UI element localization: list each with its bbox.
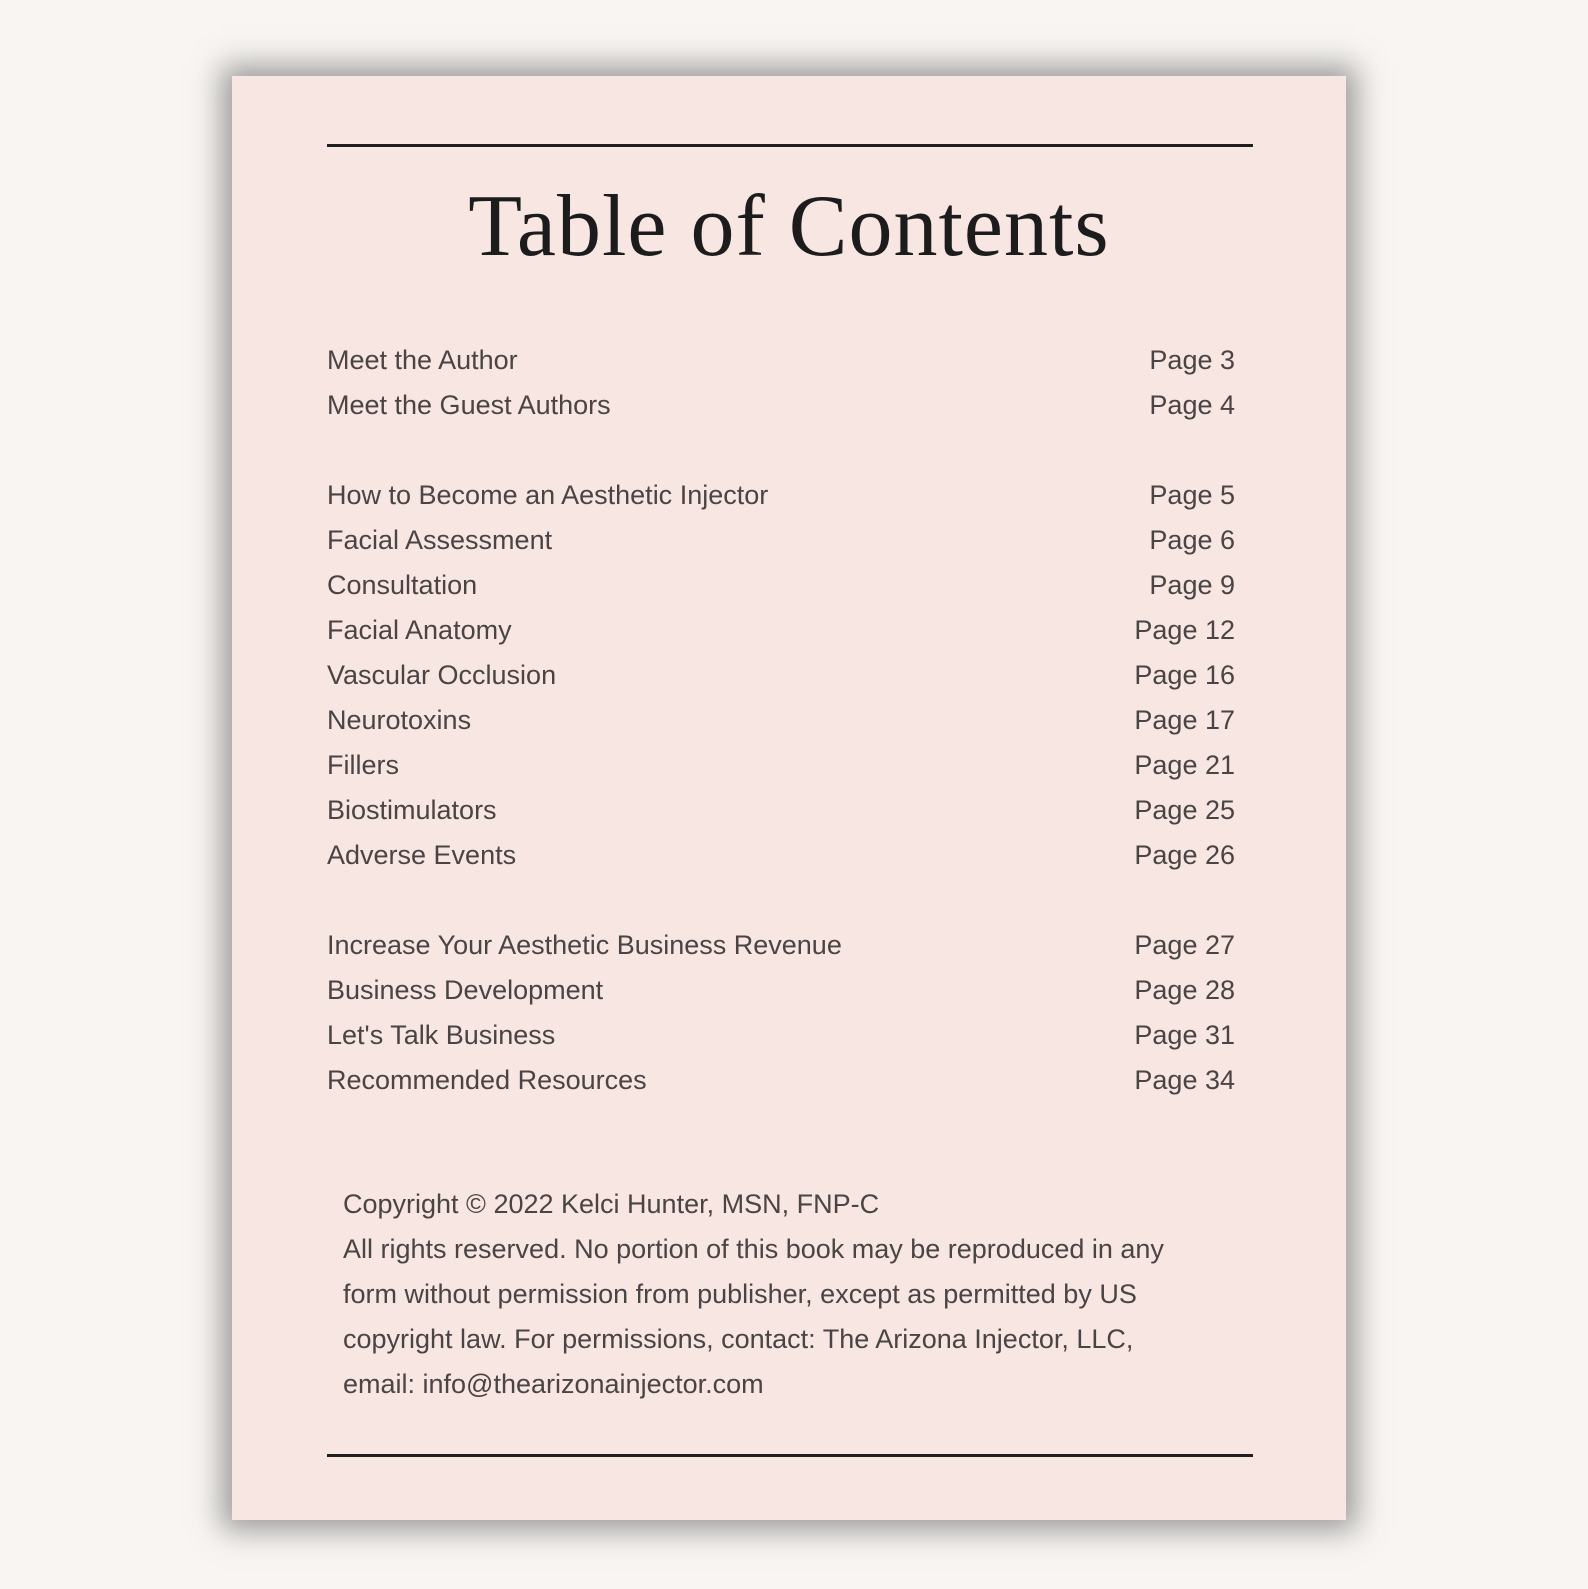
toc-entry — [327, 653, 1235, 698]
toc-entry-title: Vascular Occlusion — [327, 660, 557, 690]
toc-entry-page: Page 16 — [1134, 660, 1235, 690]
copyright-line: Copyright © 2022 Kelci Hunter, MSN, FNP-C — [343, 1189, 880, 1219]
toc-entry-title: Meet the Author — [327, 345, 518, 375]
toc-entry-title: Meet the Guest Authors — [327, 390, 611, 420]
toc-entry — [327, 338, 1235, 383]
document-page — [232, 76, 1346, 1520]
toc-entry-page: Page 12 — [1134, 615, 1235, 645]
copyright-line: copyright law. For permissions, contact: The Arizona Injector, LLC, — [343, 1324, 1134, 1354]
toc-entry — [327, 1058, 1235, 1103]
toc-entry — [327, 608, 1235, 653]
copyright-line: All rights reserved. No portion of this book may be reproduced in any — [343, 1234, 1164, 1264]
toc-entry-title: Facial Anatomy — [327, 615, 512, 645]
copyright-line: email: info@thearizonainjector.com — [343, 1369, 764, 1399]
toc-section — [327, 338, 1235, 428]
toc-entry — [327, 923, 1235, 968]
toc-entry — [327, 473, 1235, 518]
toc-entry-title: How to Become an Aesthetic Injector — [327, 480, 769, 510]
toc-entry-title: Increase Your Aesthetic Business Revenue — [327, 930, 842, 960]
table-of-contents — [327, 338, 1235, 1148]
toc-entry-page: Page 25 — [1134, 795, 1235, 825]
toc-entry-title: Facial Assessment — [327, 525, 553, 555]
toc-entry — [327, 383, 1235, 428]
toc-entry-page: Page 9 — [1149, 570, 1235, 600]
toc-entry — [327, 698, 1235, 743]
toc-entry-title: Biostimulators — [327, 795, 497, 825]
toc-entry-title: Adverse Events — [327, 840, 517, 870]
toc-entry — [327, 743, 1235, 788]
toc-entry-title: Business Development — [327, 975, 604, 1005]
toc-entry — [327, 518, 1235, 563]
toc-entry-title: Fillers — [327, 750, 399, 780]
top-rule — [327, 144, 1253, 147]
bottom-rule — [327, 1454, 1253, 1457]
toc-entry-page: Page 28 — [1134, 975, 1235, 1005]
toc-entry-title: Consultation — [327, 570, 478, 600]
toc-entry-title: Let's Talk Business — [327, 1020, 556, 1050]
toc-entry — [327, 788, 1235, 833]
toc-entry-page: Page 5 — [1149, 480, 1235, 510]
toc-entry-page: Page 31 — [1134, 1020, 1235, 1050]
toc-entry-page: Page 3 — [1149, 345, 1235, 375]
toc-entry-title: Neurotoxins — [327, 705, 472, 735]
toc-entry — [327, 1013, 1235, 1058]
toc-entry — [327, 563, 1235, 608]
toc-entry-page: Page 27 — [1134, 930, 1235, 960]
toc-entry — [327, 833, 1235, 878]
page-title: Table of Contents — [468, 178, 1110, 275]
toc-entry-title: Recommended Resources — [327, 1065, 647, 1095]
toc-section — [327, 473, 1235, 878]
copyright-line: form without permission from publisher, except as permitted by US — [343, 1279, 1137, 1309]
toc-entry — [327, 968, 1235, 1013]
toc-entry-page: Page 6 — [1149, 525, 1235, 555]
toc-section — [327, 923, 1235, 1103]
toc-entry-page: Page 34 — [1134, 1065, 1235, 1095]
toc-entry-page: Page 4 — [1149, 390, 1235, 420]
toc-entry-page: Page 21 — [1134, 750, 1235, 780]
toc-entry-page: Page 26 — [1134, 840, 1235, 870]
copyright-notice — [343, 1182, 1243, 1407]
toc-entry-page: Page 17 — [1134, 705, 1235, 735]
